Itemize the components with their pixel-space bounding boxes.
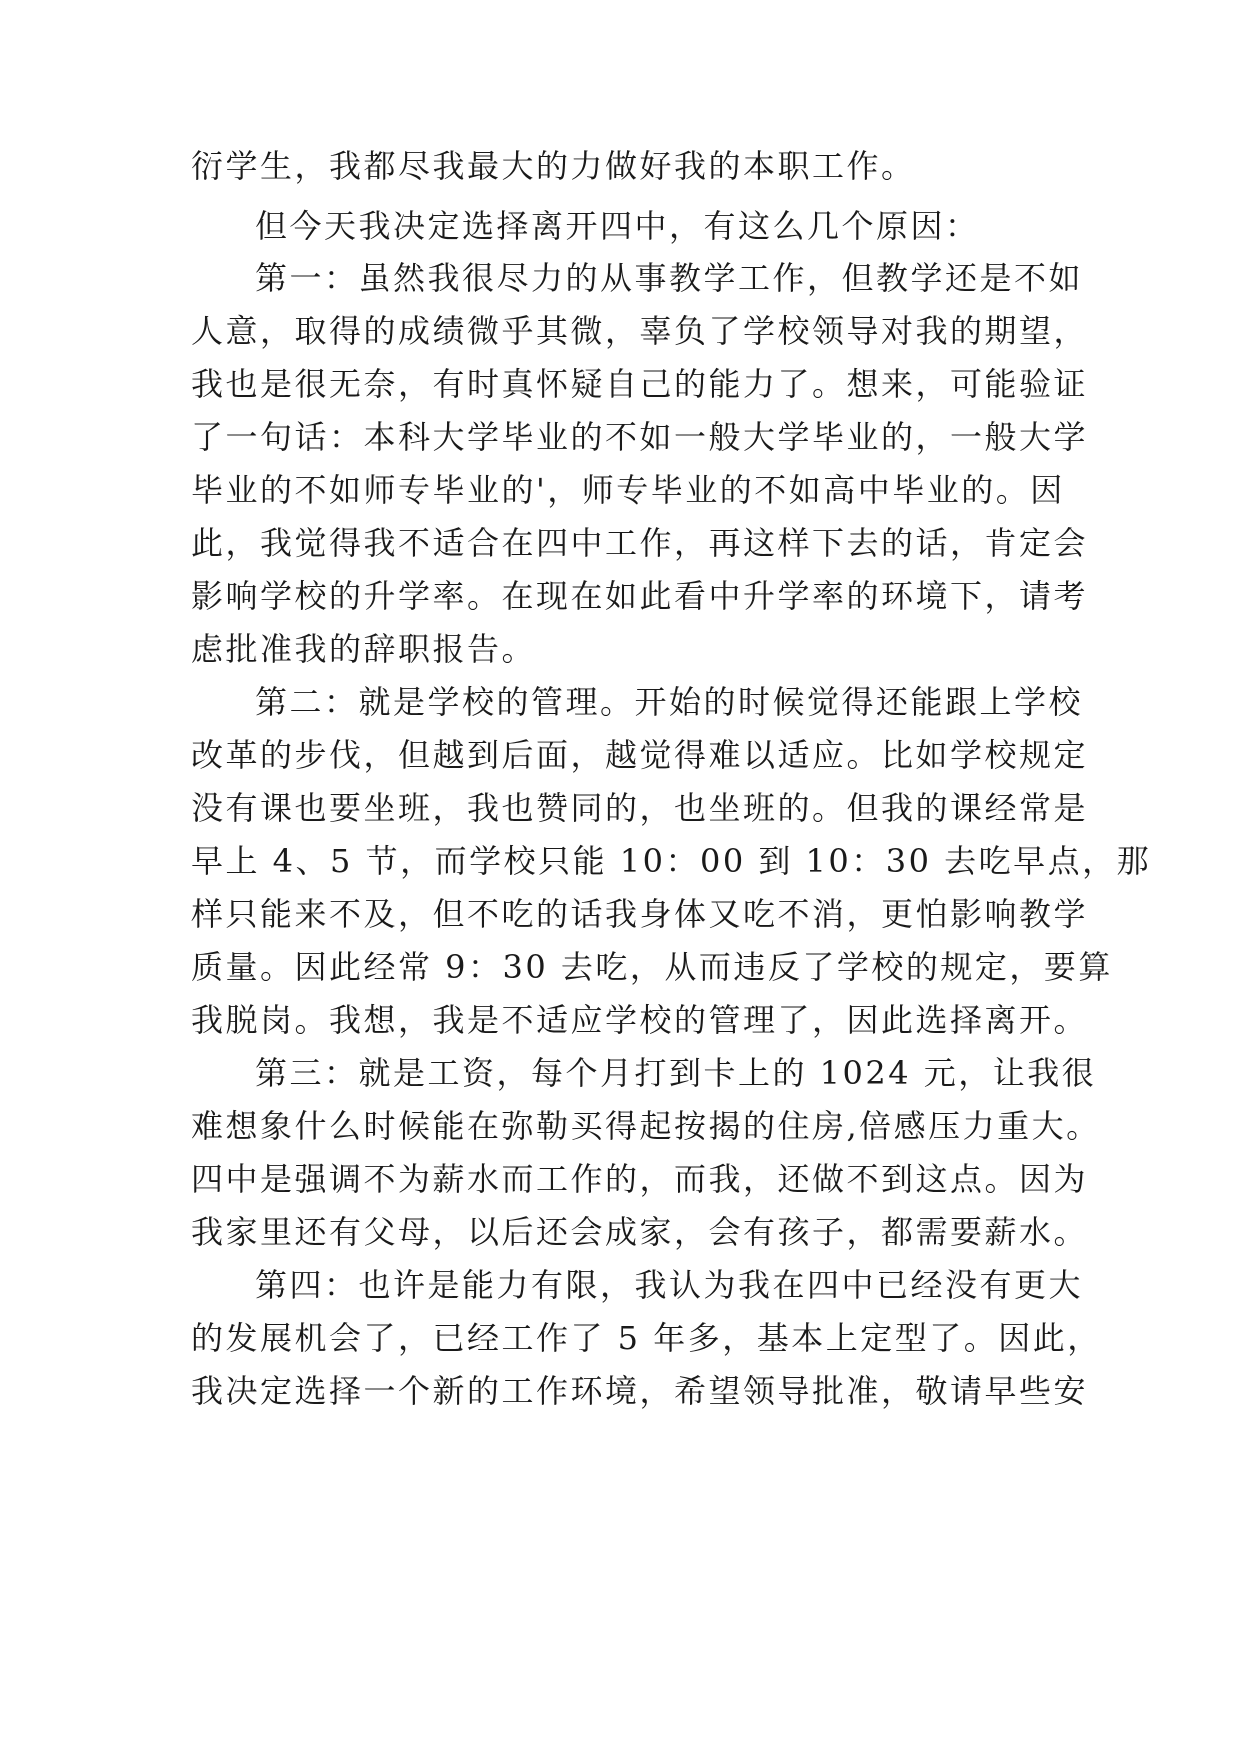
text-line: 影响学校的升学率。在现在如此看中升学率的环境下，请考 (191, 577, 1089, 615)
paragraph-first-line: 第一：虽然我很尽力的从事教学工作，但教学还是不如 (255, 259, 1084, 297)
text-line: 了一句话：本科大学毕业的不如一般大学毕业的，一般大学 (191, 418, 1089, 456)
text-line: 我家里还有父母，以后还会成家，会有孩子，都需要薪水。 (191, 1213, 1089, 1251)
text-line: 样只能来不及，但不吃的话我身体又吃不消，更怕影响教学 (191, 895, 1089, 933)
text-line: 人意，取得的成绩微乎其微，辜负了学校领导对我的期望， (191, 312, 1089, 350)
text-line: 的发展机会了，已经工作了 5 年多，基本上定型了。因此， (191, 1319, 1102, 1357)
text-line: 虑批准我的辞职报告。 (191, 630, 537, 668)
text-line: 早上 4、5 节，而学校只能 10：00 到 10：30 去吃早点，那 (191, 842, 1152, 880)
text-line: 没有课也要坐班，我也赞同的，也坐班的。但我的课经常是 (191, 789, 1089, 827)
text-line: 质量。因此经常 9：30 去吃，从而违反了学校的规定，要算 (191, 948, 1113, 986)
text-line: 我脱岗。我想，我是不适应学校的管理了，因此选择离开。 (191, 1001, 1089, 1039)
paragraph-first-line: 第二：就是学校的管理。开始的时候觉得还能跟上学校 (255, 683, 1084, 721)
text-line: 此，我觉得我不适合在四中工作，再这样下去的话，肯定会 (191, 524, 1089, 562)
text-line: 四中是强调不为薪水而工作的，而我，还做不到这点。因为 (191, 1160, 1089, 1198)
paragraph-first-line: 但今天我决定选择离开四中，有这么几个原因： (255, 207, 980, 245)
paragraph-first-line: 第四：也许是能力有限，我认为我在四中已经没有更大 (255, 1266, 1084, 1304)
text-line: 我也是很无奈，有时真怀疑自己的能力了。想来，可能验证 (191, 365, 1089, 403)
paragraph-first-line: 第三：就是工资，每个月打到卡上的 1024 元，让我很 (255, 1054, 1097, 1092)
text-line: 难想象什么时候能在弥勒买得起按揭的住房,倍感压力重大。 (191, 1107, 1101, 1145)
text-line: 毕业的不如师专毕业的'，师专毕业的不如高中毕业的。因 (191, 471, 1065, 509)
text-line: 改革的步伐，但越到后面，越觉得难以适应。比如学校规定 (191, 736, 1089, 774)
text-line: 衍学生，我都尽我最大的力做好我的本职工作。 (191, 147, 916, 185)
text-line: 我决定选择一个新的工作环境，希望领导批准，敬请早些安 (191, 1372, 1089, 1410)
